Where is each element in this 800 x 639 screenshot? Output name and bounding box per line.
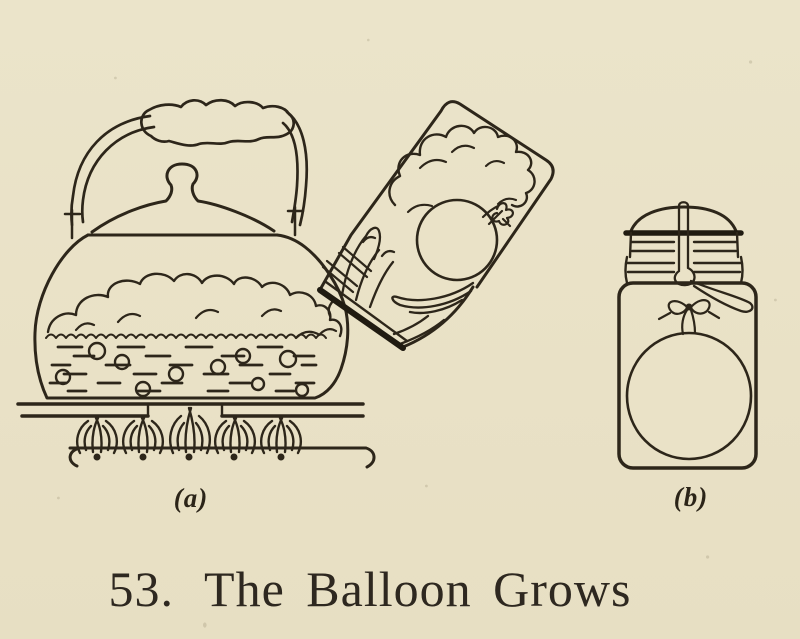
panel-label-b: (b) — [673, 482, 709, 512]
sealed-jar-bail-handle — [691, 281, 752, 312]
stove-illustration — [18, 404, 374, 467]
sealed-jar-neck — [626, 257, 743, 283]
figure-number: 53. — [108, 561, 175, 617]
boiling-water-bubbles — [56, 343, 308, 396]
kettle-steam-inner-arcs — [76, 309, 336, 338]
sealed-jar-illustration — [619, 202, 756, 468]
sealed-jar-lid-dome — [631, 207, 736, 231]
inflated-balloon-neck — [682, 310, 695, 334]
kettle-handle-ears — [65, 207, 303, 238]
figure-title: The Balloon Grows — [204, 561, 632, 617]
tilted-jar-collar — [392, 283, 473, 344]
stove-well-risers — [148, 404, 222, 416]
kettle-handle-arms — [71, 112, 306, 225]
kettle-handle-grip — [141, 100, 293, 145]
kettle-lid-knob — [92, 164, 274, 232]
kettle-illustration — [35, 100, 348, 398]
sealed-jar-lid-skirt — [630, 233, 738, 257]
paper-specks — [57, 39, 777, 628]
panel-label-a: (a) — [173, 483, 209, 513]
boiling-water-surface — [46, 335, 326, 339]
steam-jar-illustration — [320, 102, 553, 348]
burner-jet-dots — [94, 454, 285, 461]
inflated-balloon — [627, 333, 751, 459]
jar-mouth-inner-line — [326, 282, 407, 341]
kettle-steam-clouds — [48, 274, 341, 336]
sealed-jar-wire-clamp — [675, 202, 695, 285]
balloon-in-tilted-jar — [417, 200, 497, 280]
figure-caption — [0, 560, 740, 618]
jar-steam-cloud — [389, 126, 534, 207]
